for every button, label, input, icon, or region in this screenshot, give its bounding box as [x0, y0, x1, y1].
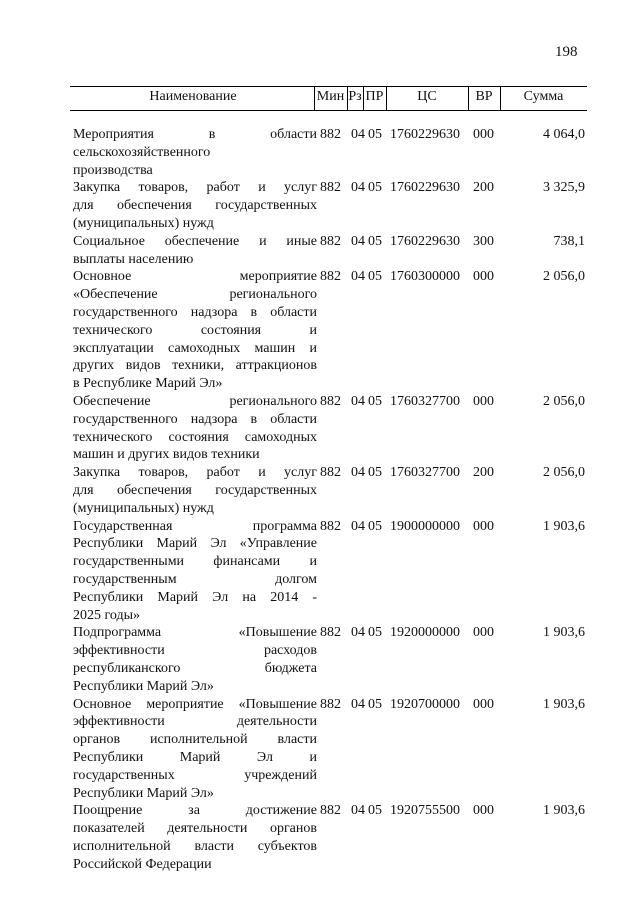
row-min: 882 — [320, 127, 341, 142]
row-name — [73, 624, 317, 695]
header-vr: ВР — [475, 89, 493, 104]
row-name-line: Поощрение за достижение — [73, 803, 317, 819]
row-pr: 05 — [368, 465, 382, 481]
row-name-line: Подпрограмма «Повышение — [73, 625, 317, 641]
row-name — [73, 696, 317, 803]
row-name — [73, 464, 317, 517]
row-name-line: эффективности расходов — [73, 643, 317, 659]
row-pr: 05 — [368, 180, 382, 196]
row-name-line: республиканского бюджета — [73, 660, 317, 676]
row-vr: 000 — [473, 394, 494, 409]
row-min: 882 — [320, 465, 341, 481]
row-name-line: машин и других видов техники — [73, 447, 260, 463]
row-min: 882 — [320, 625, 341, 641]
row-name-line: Республики Марий Эл «Управление — [73, 536, 317, 552]
row-sum: 2 056,0 — [543, 465, 585, 481]
row-name-line: эффективности деятельности — [73, 714, 317, 730]
row-rz: 04 — [351, 394, 365, 409]
row-cs: 1760229630 — [390, 180, 460, 196]
row-cs: 1920700000 — [390, 696, 460, 712]
row-name-line: государственными финансами и — [73, 554, 317, 570]
row-vr: 000 — [473, 518, 494, 534]
row-vr: 000 — [473, 127, 494, 142]
row-name-line: органов исполнительной власти — [73, 732, 317, 748]
row-name — [73, 518, 317, 625]
row-name-line: «Обеспечение регионального — [73, 287, 317, 303]
row-name — [73, 179, 317, 232]
row-pr: 05 — [368, 696, 382, 712]
header-bottom-rule — [70, 110, 587, 111]
row-name-line: других видов техники, аттракционов — [73, 358, 317, 374]
header-sum: Сумма — [523, 89, 564, 104]
row-name-line: (муниципальных) нужд — [73, 500, 214, 516]
header-top-rule — [70, 86, 587, 87]
row-min: 882 — [320, 233, 341, 249]
row-min: 882 — [320, 518, 341, 534]
row-min: 882 — [320, 269, 341, 285]
row-name-line: государственных учреждений — [73, 767, 317, 783]
row-sum: 4 064,0 — [543, 127, 585, 142]
row-name — [73, 802, 317, 873]
row-pr: 05 — [368, 269, 382, 285]
row-sum: 3 325,9 — [543, 180, 585, 196]
row-name-line: Социальное обеспечение и иные — [73, 233, 317, 249]
row-name-line: Обеспечение регионального — [73, 394, 317, 409]
row-vr: 000 — [473, 696, 494, 712]
row-name-line: Республики Марий Эл на 2014 - — [73, 589, 317, 605]
row-sum: 1 903,6 — [543, 803, 585, 819]
row-pr: 05 — [368, 394, 382, 409]
header-pr: ПР — [365, 89, 384, 104]
row-vr: 000 — [473, 269, 494, 285]
row-name — [73, 126, 317, 179]
row-name — [73, 268, 317, 393]
row-min: 882 — [320, 803, 341, 819]
row-min: 882 — [320, 180, 341, 196]
row-vr: 300 — [473, 233, 494, 249]
row-pr: 05 — [368, 127, 382, 142]
row-name-line: Основное мероприятие — [73, 269, 317, 285]
row-name-line: 2025 годы» — [73, 607, 141, 623]
row-cs: 1760229630 — [390, 127, 460, 142]
row-name-line: технического состояния и — [73, 322, 317, 338]
row-min: 882 — [320, 696, 341, 712]
row-name-line: Закупка товаров, работ и услуг — [73, 465, 317, 481]
row-sum: 738,1 — [553, 233, 585, 249]
header-name: Наименование — [149, 89, 237, 104]
row-vr: 000 — [473, 625, 494, 641]
row-name-line: исполнительной власти субъектов — [73, 838, 317, 854]
row-name-line: для обеспечения государственных — [73, 198, 317, 214]
row-vr: 200 — [473, 180, 494, 196]
row-name-line: в Республике Марий Эл» — [73, 376, 223, 392]
row-name — [73, 393, 317, 464]
row-pr: 05 — [368, 625, 382, 641]
row-cs: 1760300000 — [390, 269, 460, 285]
row-name-line: государственным долгом — [73, 571, 317, 587]
row-cs: 1920000000 — [390, 625, 460, 641]
row-name-line: Республики Марий Эл» — [73, 678, 214, 694]
row-name-line: Закупка товаров, работ и услуг — [73, 180, 317, 196]
row-rz: 04 — [351, 127, 365, 142]
row-rz: 04 — [351, 625, 365, 641]
row-rz: 04 — [351, 803, 365, 819]
row-cs: 1760327700 — [390, 465, 460, 481]
row-name — [73, 233, 317, 269]
row-sum: 2 056,0 — [543, 394, 585, 409]
page-number: 198 — [555, 44, 578, 60]
row-name-line: Российской Федерации — [73, 856, 212, 872]
row-rz: 04 — [351, 269, 365, 285]
row-rz: 04 — [351, 465, 365, 481]
row-name-line: государственного надзора в области — [73, 411, 317, 427]
row-sum: 2 056,0 — [543, 269, 585, 285]
row-name-line: технического состояния самоходных — [73, 429, 317, 445]
row-name-line: государственного надзора в области — [73, 304, 317, 320]
row-name-line: сельскохозяйственного — [73, 144, 211, 160]
row-pr: 05 — [368, 518, 382, 534]
row-rz: 04 — [351, 180, 365, 196]
row-rz: 04 — [351, 233, 365, 249]
row-name-line: (муниципальных) нужд — [73, 215, 214, 231]
row-rz: 04 — [351, 518, 365, 534]
row-cs: 1920755500 — [390, 803, 460, 819]
row-name-line: выплаты населению — [73, 251, 194, 267]
row-sum: 1 903,6 — [543, 625, 585, 641]
row-pr: 05 — [368, 803, 382, 819]
header-rz: Рз — [348, 89, 362, 104]
row-name-line: Государственная программа — [73, 518, 317, 534]
row-vr: 200 — [473, 465, 494, 481]
row-name-line: Республики Марий Эл» — [73, 785, 214, 801]
row-sum: 1 903,6 — [543, 518, 585, 534]
row-sum: 1 903,6 — [543, 696, 585, 712]
row-name-line: Республики Марий Эл и — [73, 749, 317, 765]
row-cs: 1760327700 — [390, 394, 460, 409]
row-cs: 1900000000 — [390, 518, 460, 534]
row-name-line: для обеспечения государственных — [73, 482, 317, 498]
row-rz: 04 — [351, 696, 365, 712]
row-min: 882 — [320, 394, 341, 409]
header-min: Мин — [316, 89, 345, 104]
row-name-line: производства — [73, 162, 153, 178]
row-name-line: эксплуатации самоходных машин и — [73, 340, 317, 356]
row-pr: 05 — [368, 233, 382, 249]
row-name-line: показателей деятельности органов — [73, 821, 317, 837]
row-vr: 000 — [473, 803, 494, 819]
header-cs: ЦС — [417, 89, 437, 104]
row-name-line: Основное мероприятие «Повышение — [73, 696, 317, 712]
row-cs: 1760229630 — [390, 233, 460, 249]
row-name-line: Мероприятия в области — [73, 127, 317, 142]
